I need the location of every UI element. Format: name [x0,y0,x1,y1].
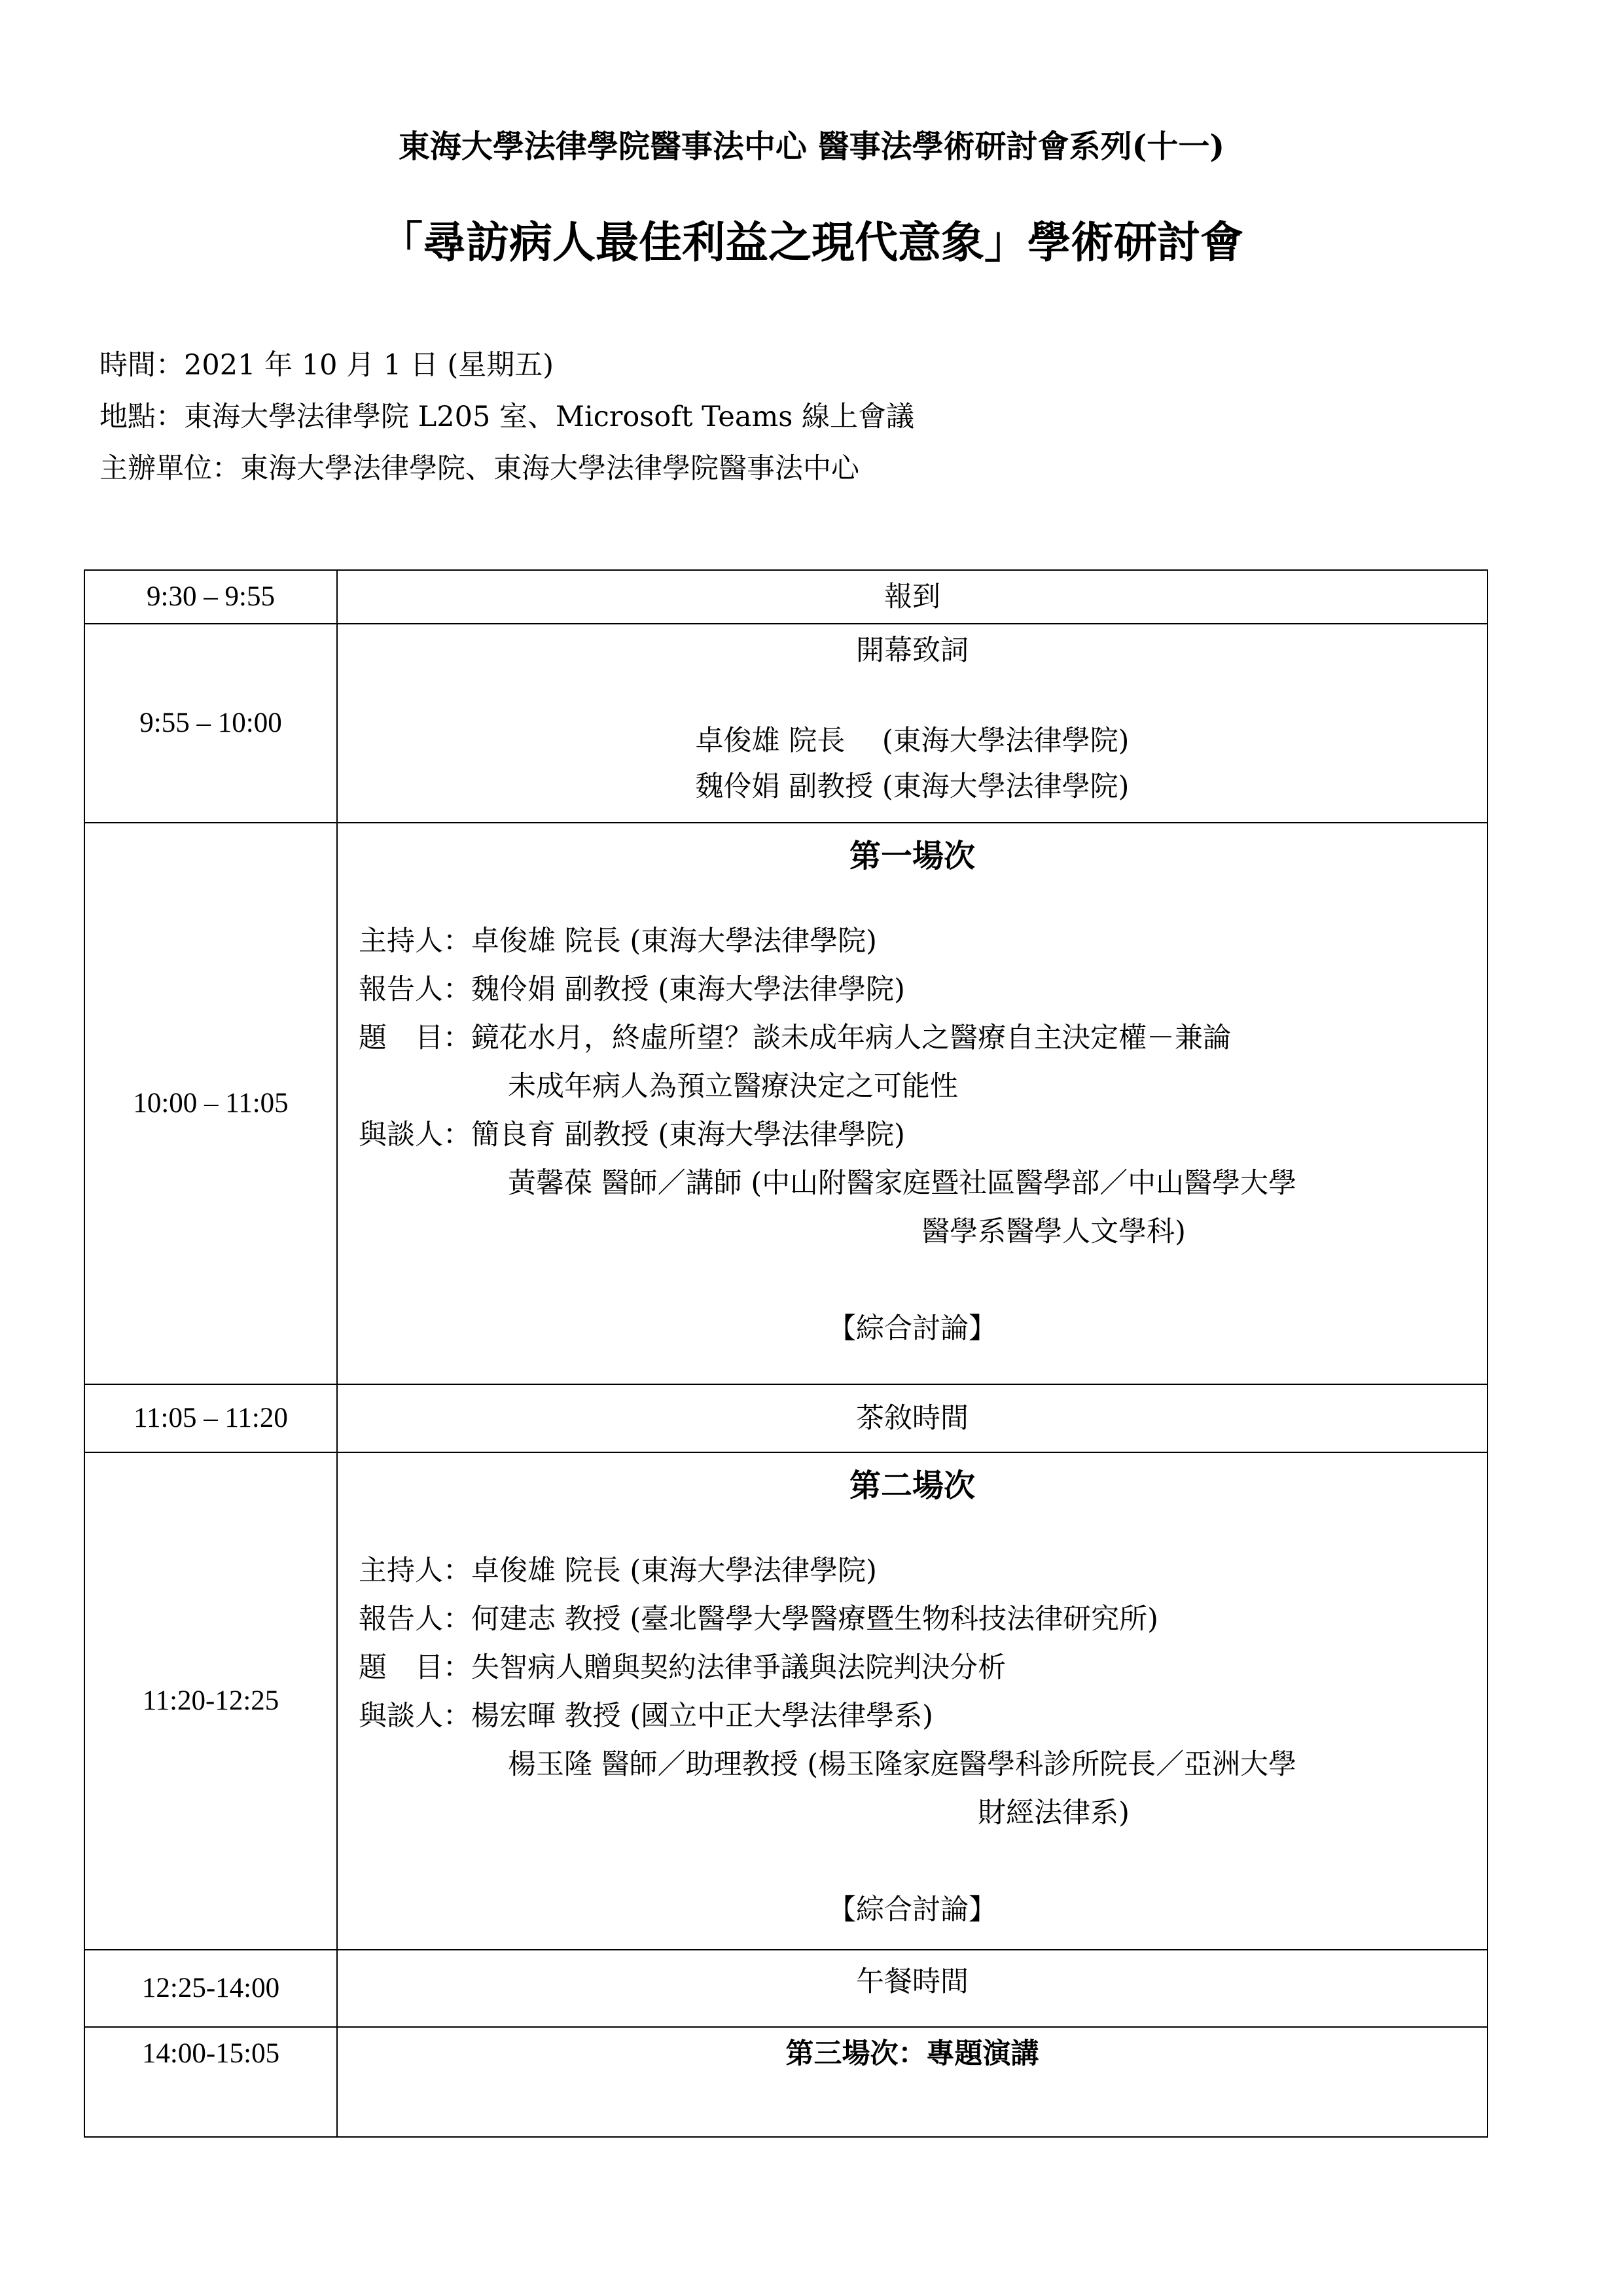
time-cell: 10:00 – 11:05 [84,823,337,1384]
session2-topic: 題 目：失智病人贈與契約法律爭議與法院判決分析 [359,1651,1006,1684]
session2-host: 主持人：卓俊雄 院長 (東海大學法律學院) [359,1554,877,1587]
schedule-row-session3 [84,2027,1488,2137]
event-time: 時間：2021 年 10 月 1 日 (星期五) [99,349,554,382]
lunch-label: 午餐時間 [337,1950,1488,2027]
session2-reporter: 報告人：何建志 教授 (臺北醫學大學醫療暨生物科技法律研究所) [359,1603,1158,1636]
session2-discussant: 與談人：楊宏暉 教授 (國立中正大學法律學系) [359,1700,933,1732]
time-cell: 12:25-14:00 [84,1950,337,2027]
schedule-row-opening [84,624,1488,823]
schedule-row-lunch [84,1950,1488,2027]
session1-discussion: 【綜合討論】 [828,1312,997,1345]
time-cell: 11:05 – 11:20 [84,1384,337,1452]
opening-speaker: 魏伶娟 副教授 (東海大學法律學院) [695,770,1130,803]
time-cell: 14:00-15:05 [84,2027,337,2137]
session1-cell [337,823,1488,1384]
session2-discussant: 楊玉隆 醫師／助理教授 (楊玉隆家庭醫學科診所院長／亞洲大學 [508,1748,1297,1781]
time-cell: 11:20-12:25 [84,1452,337,1950]
session1-discussant: 黃馨葆 醫師／講師 (中山附醫家庭暨社區醫學部／中山醫學大學 [508,1167,1297,1200]
opening-speaker: 卓俊雄 院長 (東海大學法律學院) [695,725,1130,757]
time-cell: 9:30 – 9:55 [84,570,337,624]
main-title: 「尋訪病人最佳利益之現代意象」學術研討會 [380,217,1243,268]
session2-title: 第二場次 [849,1467,975,1504]
event-place: 地點：東海大學法律學院 L205 室、Microsoft Teams 線上會議 [99,401,915,433]
session1-reporter: 報告人：魏伶娟 副教授 (東海大學法律學院) [359,973,905,1006]
session1-title: 第一場次 [849,838,975,874]
event-organizer: 主辦單位：東海大學法律學院、東海大學法律學院醫事法中心 [99,452,859,485]
series-title: 東海大學法律學院醫事法中心 醫事法學術研討會系列(十一) [398,128,1225,165]
session2-discussion: 【綜合討論】 [828,1893,997,1926]
schedule-row-tea [84,1384,1488,1452]
session1-host: 主持人：卓俊雄 院長 (東海大學法律學院) [359,925,877,958]
session2-cell [337,1452,1488,1950]
opening-label: 開幕致詞 [856,634,969,667]
time-cell: 9:55 – 10:00 [84,624,337,823]
session2-discussant-cont: 財經法律系) [978,1797,1130,1829]
schedule-row-session2 [84,1452,1488,1950]
schedule-table [84,569,1488,2138]
tea-label: 茶敘時間 [337,1384,1488,1452]
session1-discussant-cont: 醫學系醫學人文學科) [921,1215,1186,1248]
schedule-row-session1 [84,823,1488,1384]
session3-title: 第三場次：專題演講 [337,2027,1488,2137]
session1-topic: 題 目：鏡花水月，終虛所望？談未成年病人之醫療自主決定權－兼論 [359,1022,1231,1054]
session1-topic-cont: 未成年病人為預立醫療決定之可能性 [508,1070,958,1103]
session1-discussant: 與談人：簡良育 副教授 (東海大學法律學院) [359,1119,905,1151]
registration-label: 報到 [337,570,1488,624]
schedule-row-registration [84,570,1488,624]
opening-cell [337,624,1488,823]
